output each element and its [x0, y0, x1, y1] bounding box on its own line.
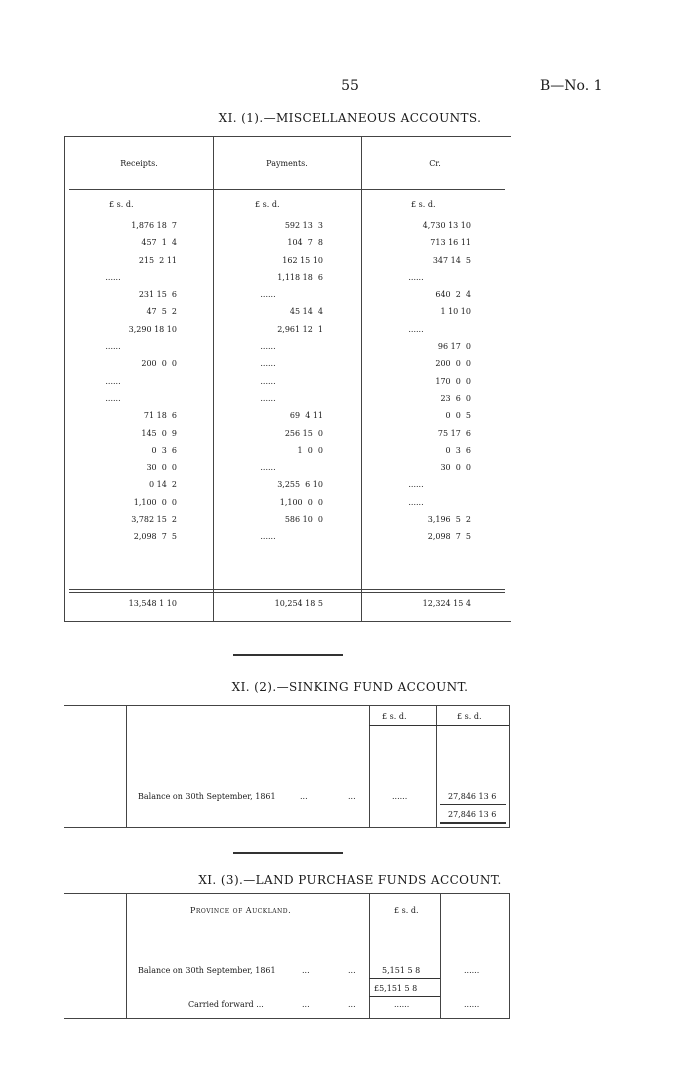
payment-cell: 162 15 10 — [282, 255, 323, 265]
column-header-cr: Cr. — [429, 159, 441, 168]
cr-cell: 30 0 0 — [440, 463, 471, 473]
table-row — [65, 411, 511, 428]
table-row — [65, 377, 511, 394]
table-row — [65, 342, 511, 359]
currency-header: £ s. d. — [255, 200, 280, 209]
currency-header: £ s. d. — [382, 712, 407, 721]
currency-header: £ s. d. — [457, 712, 482, 721]
table-row — [65, 446, 511, 463]
payment-cell: 1,100 0 0 — [279, 497, 323, 507]
currency-header: £ s. d. — [411, 200, 436, 209]
total-cr: 12,324 15 4 — [422, 599, 471, 608]
receipt-cell: 47 5 2 — [146, 307, 177, 317]
sum-rule — [440, 804, 506, 805]
header-rule — [69, 189, 505, 190]
leader-dots: ... — [302, 966, 310, 975]
section-divider — [233, 654, 343, 656]
payment-cell: ...... — [260, 532, 276, 542]
receipt-cell: 215 2 11 — [138, 255, 177, 265]
sum-rule — [369, 978, 440, 979]
subtotal: £5,151 5 8 — [374, 984, 418, 993]
balance-label: Balance on 30th September, 1861 — [138, 792, 276, 801]
document-reference: B—No. 1 — [540, 78, 603, 94]
receipt-cell: 231 15 6 — [138, 290, 177, 300]
carried-value: ...... — [394, 1000, 410, 1009]
land-purchase-title: XI. (3).—LAND PURCHASE FUNDS ACCOUNT. — [198, 873, 502, 887]
table-row — [65, 498, 511, 515]
cr-cell: 0 3 6 — [445, 445, 471, 455]
leader-dots: ... — [348, 966, 356, 975]
balance-col-b: 27,846 13 6 — [448, 792, 497, 801]
cr-cell: 200 0 0 — [435, 359, 471, 369]
receipt-cell: 0 3 6 — [151, 445, 177, 455]
payment-cell: 2,961 12 1 — [277, 324, 323, 334]
cr-cell: 4,730 13 10 — [422, 221, 471, 230]
table-row — [65, 290, 511, 307]
cr-cell: 640 2 4 — [435, 290, 471, 300]
payment-cell: 45 14 4 — [289, 307, 323, 317]
column-divider — [369, 894, 370, 1018]
payment-cell: 104 7 8 — [287, 238, 323, 248]
total-receipts: 13,548 1 10 — [128, 599, 177, 608]
balance-total: 27,846 13 6 — [448, 810, 497, 819]
totals-rule — [69, 592, 505, 593]
total-payments: 10,254 18 5 — [274, 599, 323, 608]
payment-cell: 586 10 0 — [284, 515, 323, 525]
account-rows — [65, 221, 511, 550]
payment-cell: 3,255 6 10 — [277, 480, 323, 490]
double-rule — [440, 822, 506, 824]
cr-cell: 170 0 0 — [435, 376, 471, 386]
receipt-cell: ...... — [105, 393, 121, 403]
payment-cell: ...... — [260, 342, 276, 352]
cr-cell: 96 17 0 — [437, 342, 471, 352]
cr-cell: 713 16 11 — [430, 238, 471, 248]
leader-dots: ... — [348, 1000, 356, 1009]
payment-cell: ...... — [260, 393, 276, 403]
payment-cell: 1 0 0 — [297, 445, 323, 455]
receipt-cell: 71 18 6 — [143, 411, 177, 421]
receipt-cell: 2,098 7 5 — [133, 532, 177, 542]
table-row — [65, 273, 511, 290]
table-row — [65, 325, 511, 342]
table-row — [65, 515, 511, 532]
province-heading: Province of Auckland. — [190, 906, 292, 915]
totals-rule — [69, 589, 505, 590]
receipt-cell: 1,100 0 0 — [133, 497, 177, 507]
payment-cell: 1,118 18 6 — [277, 272, 323, 282]
receipt-cell: 200 0 0 — [141, 359, 177, 369]
table-row — [65, 238, 511, 255]
table-row — [65, 429, 511, 446]
receipt-cell: 3,290 18 10 — [128, 324, 177, 334]
leader-dots: ... — [302, 1000, 310, 1009]
leader-dots: ... — [300, 792, 308, 801]
carried-right: ...... — [464, 1000, 480, 1009]
currency-header: £ s. d. — [394, 906, 419, 915]
section-title-miscellaneous: XI. (1).—MISCELLANEOUS ACCOUNTS. — [218, 111, 482, 125]
receipt-cell: 0 14 2 — [149, 480, 177, 490]
receipt-cell: ...... — [105, 272, 121, 282]
receipt-cell: ...... — [105, 376, 121, 386]
sum-rule — [369, 996, 440, 997]
payment-cell: ...... — [260, 463, 276, 473]
table-row — [65, 394, 511, 411]
table-row — [65, 307, 511, 324]
land-purchase-table — [64, 893, 510, 1019]
table-row — [65, 463, 511, 480]
page-number: 55 — [341, 78, 359, 94]
carried-forward-label: Carried forward ... — [188, 1000, 264, 1009]
column-header-payments: Payments. — [266, 159, 308, 168]
receipt-cell: 145 0 9 — [141, 428, 177, 438]
balance-value: 5,151 5 8 — [382, 966, 421, 975]
column-divider — [509, 706, 510, 827]
column-header-receipts: Receipts. — [120, 159, 158, 168]
payment-cell: ...... — [260, 290, 276, 300]
cr-cell: ...... — [408, 480, 424, 490]
cr-cell: 0 0 5 — [445, 411, 471, 421]
receipt-cell: 30 0 0 — [146, 463, 177, 473]
sinking-fund-title: XI. (2).—SINKING FUND ACCOUNT. — [231, 680, 469, 694]
miscellaneous-accounts-table — [64, 136, 511, 622]
receipt-cell: 3,782 15 2 — [131, 515, 177, 525]
column-divider — [126, 894, 127, 1018]
table-row — [65, 359, 511, 376]
receipt-cell: ...... — [105, 342, 121, 352]
table-row — [65, 532, 511, 549]
leader-dots: ... — [348, 792, 356, 801]
header-rule — [369, 725, 509, 726]
balance-right: ...... — [464, 966, 480, 975]
currency-header: £ s. d. — [109, 200, 134, 209]
cr-cell: 3,196 5 2 — [427, 515, 471, 525]
cr-cell: ...... — [408, 497, 424, 507]
balance-label: Balance on 30th September, 1861 — [138, 966, 276, 975]
balance-col-a: ...... — [392, 792, 408, 801]
payment-cell: 256 15 0 — [284, 428, 323, 438]
cr-cell: ...... — [408, 272, 424, 282]
payment-cell: ...... — [260, 376, 276, 386]
cr-cell: 75 17 6 — [437, 428, 471, 438]
sinking-fund-table — [64, 705, 510, 828]
table-row — [65, 480, 511, 497]
payment-cell: 592 13 3 — [284, 221, 323, 230]
section-divider — [233, 852, 343, 854]
cr-cell: 1 10 10 — [440, 307, 471, 317]
payment-cell: 69 4 11 — [289, 411, 323, 421]
receipt-cell: 1,876 18 7 — [131, 221, 177, 230]
column-divider — [126, 706, 127, 827]
table-row — [65, 221, 511, 238]
cr-cell: 347 14 5 — [432, 255, 471, 265]
column-divider — [509, 894, 510, 1018]
cr-cell: 23 6 0 — [440, 393, 471, 403]
cr-cell: 2,098 7 5 — [427, 532, 471, 542]
receipt-cell: 457 1 4 — [141, 238, 177, 248]
cr-cell: ...... — [408, 324, 424, 334]
payment-cell: ...... — [260, 359, 276, 369]
table-row — [65, 256, 511, 273]
column-divider — [440, 894, 441, 1018]
